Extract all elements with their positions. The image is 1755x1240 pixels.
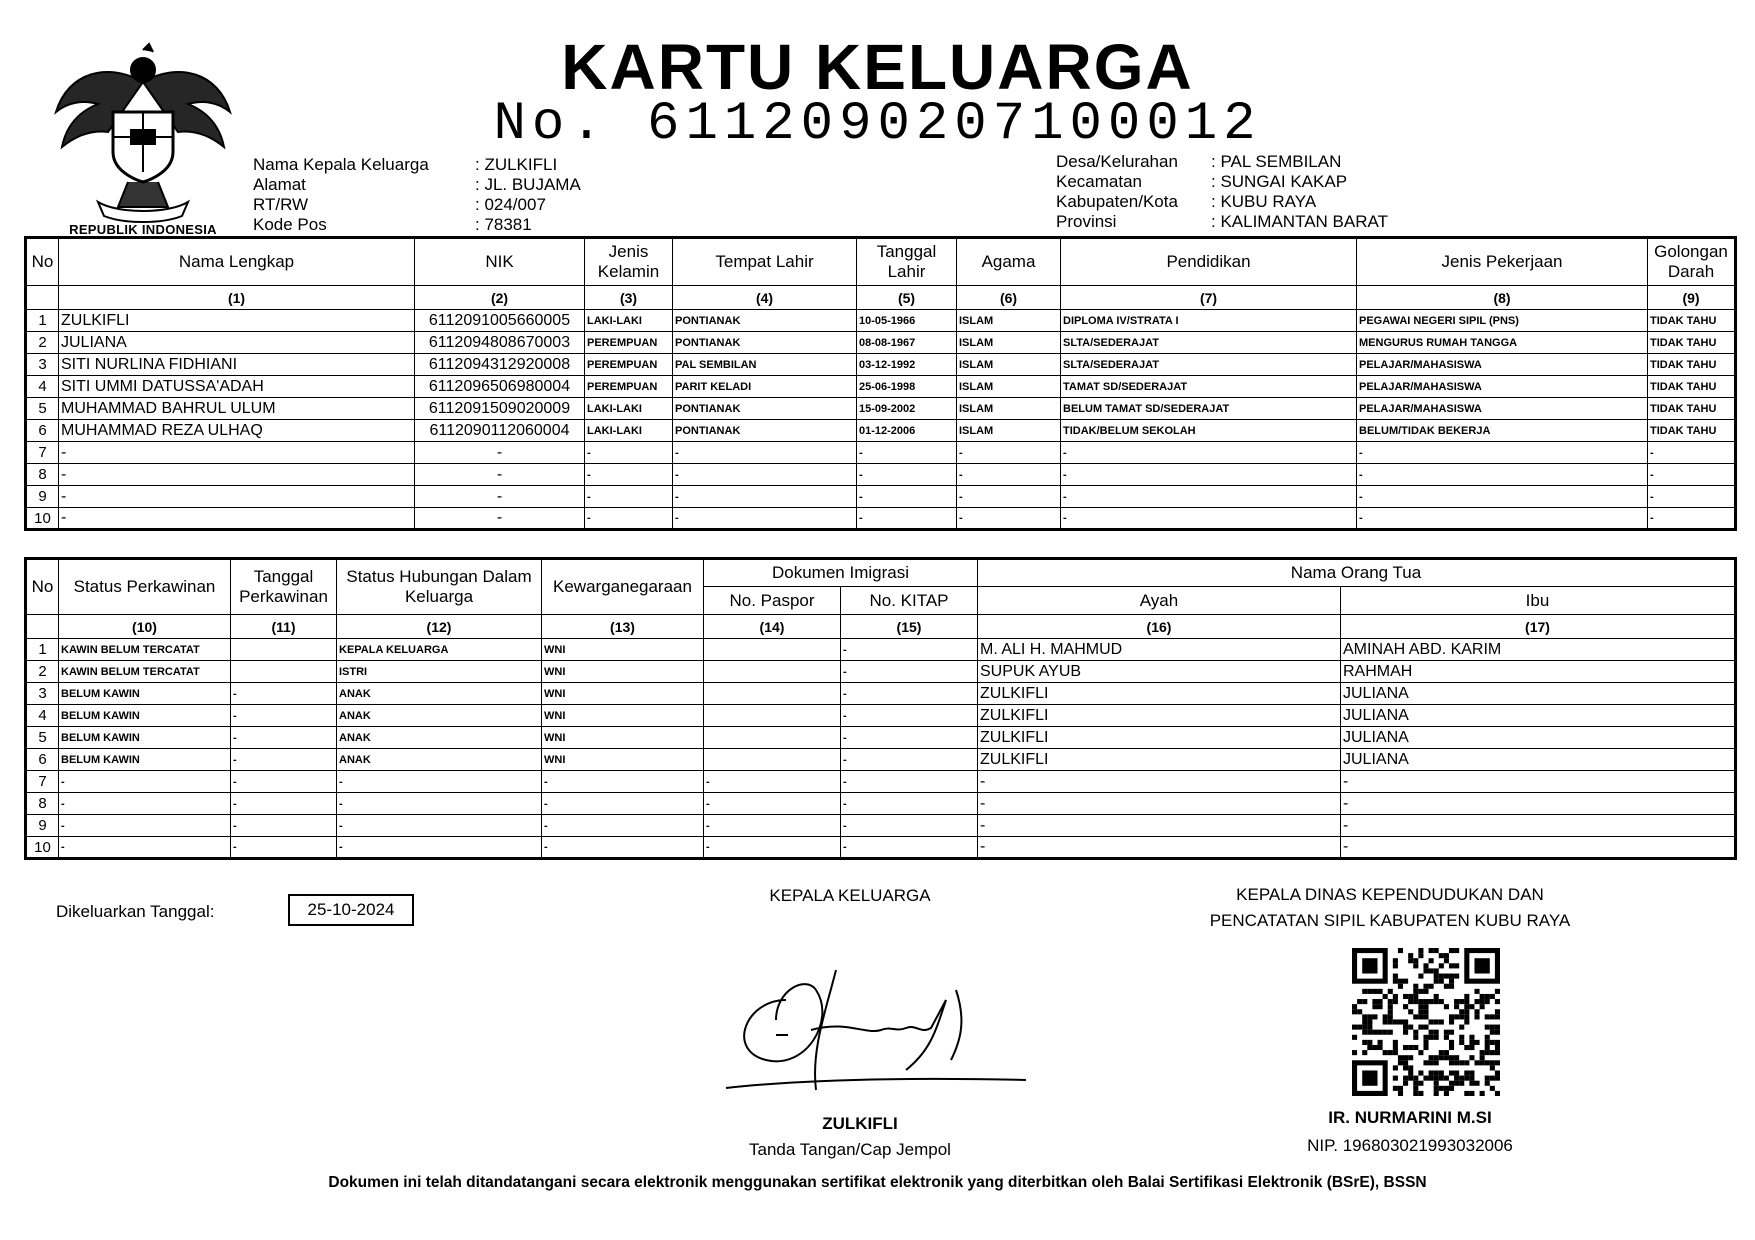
kewarganegaraan: - bbox=[542, 837, 704, 859]
kewarganegaraan: WNI bbox=[542, 683, 704, 705]
nama-lengkap: JULIANA bbox=[59, 332, 415, 354]
kewarganegaraan: WNI bbox=[542, 749, 704, 771]
nik: - bbox=[415, 486, 585, 508]
table-row bbox=[26, 398, 1736, 420]
header-dokumen-imigrasi: Dokumen Imigrasi bbox=[704, 559, 978, 587]
col-number: (7) bbox=[1061, 286, 1357, 310]
row-no: 5 bbox=[26, 727, 59, 749]
pendidikan: SLTA/SEDERAJAT bbox=[1061, 354, 1357, 376]
jenis-pekerjaan: - bbox=[1357, 464, 1648, 486]
row-no: 4 bbox=[26, 705, 59, 727]
pendidikan: - bbox=[1061, 486, 1357, 508]
nik: 6112094808670003 bbox=[415, 332, 585, 354]
alamat-value: : JL. BUJAMA bbox=[475, 175, 581, 194]
provinsi-label: Provinsi bbox=[1056, 212, 1117, 231]
col-number: (6) bbox=[957, 286, 1061, 310]
nama-ibu: JULIANA bbox=[1341, 705, 1736, 727]
agama: ISLAM bbox=[957, 354, 1061, 376]
tempat-lahir: - bbox=[673, 508, 857, 530]
status-hubungan: - bbox=[337, 837, 542, 859]
desa-label: Desa/Kelurahan bbox=[1056, 152, 1178, 171]
nik: 6112091005660005 bbox=[415, 310, 585, 332]
tanggal-lahir: 08-08-1967 bbox=[857, 332, 957, 354]
col-number: (3) bbox=[585, 286, 673, 310]
header-ibu: Ibu bbox=[1341, 587, 1736, 615]
nama-lengkap: MUHAMMAD REZA ULHAQ bbox=[59, 420, 415, 442]
table-row bbox=[26, 749, 1736, 771]
header-orang-tua: Nama Orang Tua bbox=[978, 559, 1736, 587]
row-no: 10 bbox=[26, 837, 59, 859]
status-hubungan: KEPALA KELUARGA bbox=[337, 639, 542, 661]
table-row bbox=[26, 771, 1736, 793]
golongan-darah: TIDAK TAHU bbox=[1648, 332, 1736, 354]
dinas-label-line2: PENCATATAN SIPIL KABUPATEN KUBU RAYA bbox=[1209, 911, 1571, 930]
agama: ISLAM bbox=[957, 310, 1061, 332]
table-row bbox=[26, 442, 1736, 464]
jenis-pekerjaan: PELAJAR/MAHASISWA bbox=[1357, 354, 1648, 376]
agama: - bbox=[957, 464, 1061, 486]
header-kitap: No. KITAP bbox=[841, 587, 978, 615]
nama-lengkap: SITI NURLINA FIDHIANI bbox=[59, 354, 415, 376]
table-row bbox=[26, 705, 1736, 727]
no-kitap: - bbox=[841, 749, 978, 771]
jenis-kelamin: LAKI-LAKI bbox=[585, 420, 673, 442]
pendidikan: - bbox=[1061, 508, 1357, 530]
tanggal-perkawinan: - bbox=[231, 815, 337, 837]
no-paspor bbox=[704, 683, 841, 705]
electronic-signature-note: Dokumen ini telah ditandatangani secara elektronik menggunakan sertifikat elektronik yang diterbitkan oleh Balai Sertifikasi Elektronik (BSrE), BSSN bbox=[328, 1174, 1427, 1191]
row-no: 2 bbox=[26, 661, 59, 683]
status-perkawinan: - bbox=[59, 815, 231, 837]
jenis-kelamin: LAKI-LAKI bbox=[585, 398, 673, 420]
col-number: (10) bbox=[59, 615, 231, 639]
nama-ayah: - bbox=[978, 793, 1341, 815]
nik: - bbox=[415, 464, 585, 486]
row-no: 5 bbox=[26, 398, 59, 420]
col-number: (16) bbox=[978, 615, 1341, 639]
col-number: (2) bbox=[415, 286, 585, 310]
kabupaten-value: : KUBU RAYA bbox=[1211, 192, 1317, 211]
table-row bbox=[26, 486, 1736, 508]
row-no: 6 bbox=[26, 420, 59, 442]
status-hubungan: ANAK bbox=[337, 749, 542, 771]
pendidikan: - bbox=[1061, 442, 1357, 464]
jenis-kelamin: - bbox=[585, 464, 673, 486]
kewarganegaraan: WNI bbox=[542, 661, 704, 683]
emblem-caption: REPUBLIK INDONESIA bbox=[69, 222, 217, 237]
header-hubungan: Status Hubungan Dalam Keluarga bbox=[337, 559, 542, 615]
no-paspor bbox=[704, 705, 841, 727]
table-row bbox=[26, 508, 1736, 530]
golongan-darah: - bbox=[1648, 486, 1736, 508]
table-row bbox=[26, 837, 1736, 859]
table-row bbox=[26, 661, 1736, 683]
no-paspor bbox=[704, 727, 841, 749]
header-number-blank bbox=[26, 615, 59, 639]
table-row bbox=[26, 332, 1736, 354]
tanggal-perkawinan: - bbox=[231, 727, 337, 749]
nama-lengkap: ZULKIFLI bbox=[59, 310, 415, 332]
row-no: 8 bbox=[26, 793, 59, 815]
col-number: (9) bbox=[1648, 286, 1736, 310]
kepala-keluarga-label: KEPALA KELUARGA bbox=[769, 886, 931, 905]
no-paspor: - bbox=[704, 771, 841, 793]
pendidikan: TIDAK/BELUM SEKOLAH bbox=[1061, 420, 1357, 442]
no-kitap: - bbox=[841, 815, 978, 837]
kecamatan-label: Kecamatan bbox=[1056, 172, 1142, 191]
table-row bbox=[26, 793, 1736, 815]
kodepos-value: : 78381 bbox=[475, 215, 532, 234]
jenis-kelamin: PEREMPUAN bbox=[585, 354, 673, 376]
jenis-kelamin: - bbox=[585, 442, 673, 464]
jenis-kelamin: - bbox=[585, 486, 673, 508]
table-row bbox=[26, 727, 1736, 749]
nama-lengkap: - bbox=[59, 464, 415, 486]
agama: ISLAM bbox=[957, 398, 1061, 420]
members-table bbox=[24, 236, 1737, 531]
row-no: 1 bbox=[26, 639, 59, 661]
tanggal-perkawinan: - bbox=[231, 771, 337, 793]
jenis-pekerjaan: PELAJAR/MAHASISWA bbox=[1357, 376, 1648, 398]
golongan-darah: - bbox=[1648, 508, 1736, 530]
status-perkawinan: BELUM KAWIN bbox=[59, 727, 231, 749]
tanggal-lahir: 25-06-1998 bbox=[857, 376, 957, 398]
jenis-kelamin: PEREMPUAN bbox=[585, 376, 673, 398]
agama: - bbox=[957, 508, 1061, 530]
table-row bbox=[26, 815, 1736, 837]
nama-ayah: SUPUK AYUB bbox=[978, 661, 1341, 683]
header-ayah: Ayah bbox=[978, 587, 1341, 615]
tanggal-lahir: 10-05-1966 bbox=[857, 310, 957, 332]
rtrw-value: : 024/007 bbox=[475, 195, 546, 214]
no-kitap: - bbox=[841, 639, 978, 661]
row-no: 8 bbox=[26, 464, 59, 486]
tempat-lahir: PONTIANAK bbox=[673, 398, 857, 420]
col-number: (17) bbox=[1341, 615, 1736, 639]
tempat-lahir: - bbox=[673, 486, 857, 508]
golongan-darah: TIDAK TAHU bbox=[1648, 310, 1736, 332]
jenis-pekerjaan: - bbox=[1357, 508, 1648, 530]
nama-lengkap: SITI UMMI DATUSSA'ADAH bbox=[59, 376, 415, 398]
status-perkawinan: KAWIN BELUM TERCATAT bbox=[59, 661, 231, 683]
header-tempat-lahir: Tempat Lahir bbox=[673, 238, 857, 286]
tanggal-lahir: 03-12-1992 bbox=[857, 354, 957, 376]
nama-ayah: ZULKIFLI bbox=[978, 749, 1341, 771]
nama-ibu: JULIANA bbox=[1341, 749, 1736, 771]
header-pendidikan: Pendidikan bbox=[1061, 238, 1357, 286]
nama-ibu: - bbox=[1341, 815, 1736, 837]
no-paspor: - bbox=[704, 837, 841, 859]
nama-ibu: - bbox=[1341, 793, 1736, 815]
pendidikan: - bbox=[1061, 464, 1357, 486]
tanggal-perkawinan: - bbox=[231, 683, 337, 705]
tanggal-lahir: - bbox=[857, 486, 957, 508]
kepala-keluarga-name: ZULKIFLI bbox=[822, 1114, 898, 1133]
status-perkawinan: BELUM KAWIN bbox=[59, 749, 231, 771]
tanggal-lahir: - bbox=[857, 508, 957, 530]
col-number: (4) bbox=[673, 286, 857, 310]
pendidikan: DIPLOMA IV/STRATA I bbox=[1061, 310, 1357, 332]
signature-caption: Tanda Tangan/Cap Jempol bbox=[749, 1140, 951, 1159]
nama-lengkap: - bbox=[59, 508, 415, 530]
col-number: (15) bbox=[841, 615, 978, 639]
golongan-darah: - bbox=[1648, 442, 1736, 464]
tempat-lahir: PAL SEMBILAN bbox=[673, 354, 857, 376]
kepala-dinas-name: IR. NURMARINI M.SI bbox=[1328, 1108, 1492, 1127]
status-perkawinan: BELUM KAWIN bbox=[59, 705, 231, 727]
nama-ibu: RAHMAH bbox=[1341, 661, 1736, 683]
tanggal-perkawinan bbox=[231, 661, 337, 683]
nama-ayah: - bbox=[978, 815, 1341, 837]
jenis-pekerjaan: - bbox=[1357, 486, 1648, 508]
issued-date: 25-10-2024 bbox=[288, 894, 414, 926]
col-number: (8) bbox=[1357, 286, 1648, 310]
nama-ibu: - bbox=[1341, 837, 1736, 859]
nik: - bbox=[415, 508, 585, 530]
tempat-lahir: - bbox=[673, 442, 857, 464]
no-paspor: - bbox=[704, 793, 841, 815]
nik: 6112090112060004 bbox=[415, 420, 585, 442]
head-info-left bbox=[253, 155, 581, 235]
tanggal-perkawinan bbox=[231, 639, 337, 661]
row-no: 9 bbox=[26, 486, 59, 508]
nama-lengkap: MUHAMMAD BAHRUL ULUM bbox=[59, 398, 415, 420]
status-hubungan: ANAK bbox=[337, 683, 542, 705]
tanggal-perkawinan: - bbox=[231, 837, 337, 859]
kewarganegaraan: - bbox=[542, 815, 704, 837]
table-row bbox=[26, 639, 1736, 661]
alamat-label: Alamat bbox=[253, 175, 306, 194]
status-hubungan: - bbox=[337, 771, 542, 793]
row-no: 7 bbox=[26, 771, 59, 793]
status-perkawinan: - bbox=[59, 771, 231, 793]
table-row bbox=[26, 464, 1736, 486]
nama-ayah: - bbox=[978, 771, 1341, 793]
tempat-lahir: PONTIANAK bbox=[673, 420, 857, 442]
kewarganegaraan: - bbox=[542, 771, 704, 793]
row-no: 1 bbox=[26, 310, 59, 332]
col-number: (12) bbox=[337, 615, 542, 639]
nama-ayah: ZULKIFLI bbox=[978, 727, 1341, 749]
nama-ibu: JULIANA bbox=[1341, 683, 1736, 705]
no-paspor bbox=[704, 749, 841, 771]
handwritten-signature-icon bbox=[716, 960, 1036, 1100]
golongan-darah: TIDAK TAHU bbox=[1648, 398, 1736, 420]
kodepos-label: Kode Pos bbox=[253, 215, 327, 234]
agama: ISLAM bbox=[957, 332, 1061, 354]
jenis-pekerjaan: PEGAWAI NEGERI SIPIL (PNS) bbox=[1357, 310, 1648, 332]
document-title: KARTU KELUARGA bbox=[561, 31, 1194, 103]
no-kitap: - bbox=[841, 683, 978, 705]
tanggal-lahir: - bbox=[857, 464, 957, 486]
tanggal-lahir: 15-09-2002 bbox=[857, 398, 957, 420]
nik: 6112096506980004 bbox=[415, 376, 585, 398]
kabupaten-label: Kabupaten/Kota bbox=[1056, 192, 1178, 211]
tanggal-lahir: - bbox=[857, 442, 957, 464]
kecamatan-value: : SUNGAI KAKAP bbox=[1211, 172, 1348, 191]
table-row bbox=[26, 310, 1736, 332]
nik: 6112091509020009 bbox=[415, 398, 585, 420]
provinsi-value: : KALIMANTAN BARAT bbox=[1211, 212, 1388, 231]
rtrw-label: RT/RW bbox=[253, 195, 309, 214]
status-perkawinan: BELUM KAWIN bbox=[59, 683, 231, 705]
kewarganegaraan: WNI bbox=[542, 727, 704, 749]
header-paspor: No. Paspor bbox=[704, 587, 841, 615]
nama-ibu: JULIANA bbox=[1341, 727, 1736, 749]
nama-ibu: - bbox=[1341, 771, 1736, 793]
status-table bbox=[24, 557, 1737, 860]
kepala-dinas-nip: NIP. 196803021993032006 bbox=[1307, 1136, 1513, 1155]
jenis-pekerjaan: - bbox=[1357, 442, 1648, 464]
status-perkawinan: - bbox=[59, 793, 231, 815]
agama: ISLAM bbox=[957, 420, 1061, 442]
no-paspor bbox=[704, 661, 841, 683]
row-no: 3 bbox=[26, 683, 59, 705]
golongan-darah: TIDAK TAHU bbox=[1648, 420, 1736, 442]
header-no: No bbox=[26, 559, 59, 615]
tanggal-perkawinan: - bbox=[231, 705, 337, 727]
golongan-darah: TIDAK TAHU bbox=[1648, 354, 1736, 376]
agama: ISLAM bbox=[957, 376, 1061, 398]
issued-label: Dikeluarkan Tanggal: bbox=[56, 902, 215, 921]
no-kitap: - bbox=[841, 771, 978, 793]
nama-ayah: - bbox=[978, 837, 1341, 859]
col-number: (14) bbox=[704, 615, 841, 639]
nama-ibu: AMINAH ABD. KARIM bbox=[1341, 639, 1736, 661]
document-number: No. 6112090207100012 bbox=[493, 94, 1262, 155]
table-row bbox=[26, 376, 1736, 398]
no-kitap: - bbox=[841, 837, 978, 859]
tanggal-lahir: 01-12-2006 bbox=[857, 420, 957, 442]
row-no: 7 bbox=[26, 442, 59, 464]
jenis-kelamin: LAKI-LAKI bbox=[585, 310, 673, 332]
tanggal-perkawinan: - bbox=[231, 793, 337, 815]
jenis-kelamin: - bbox=[585, 508, 673, 530]
header-status-kawin: Status Perkawinan bbox=[59, 559, 231, 615]
kepala-value: : ZULKIFLI bbox=[475, 155, 558, 174]
dinas-label-line1: KEPALA DINAS KEPENDUDUKAN DAN bbox=[1236, 885, 1544, 904]
row-no: 6 bbox=[26, 749, 59, 771]
tempat-lahir: PARIT KELADI bbox=[673, 376, 857, 398]
header-number-blank bbox=[26, 286, 59, 310]
jenis-kelamin: PEREMPUAN bbox=[585, 332, 673, 354]
header-pekerjaan: Jenis Pekerjaan bbox=[1357, 238, 1648, 286]
table-row bbox=[26, 683, 1736, 705]
tempat-lahir: PONTIANAK bbox=[673, 332, 857, 354]
jenis-pekerjaan: PELAJAR/MAHASISWA bbox=[1357, 398, 1648, 420]
no-paspor: - bbox=[704, 815, 841, 837]
table-row bbox=[26, 354, 1736, 376]
no-kitap: - bbox=[841, 661, 978, 683]
nama-ayah: M. ALI H. MAHMUD bbox=[978, 639, 1341, 661]
status-hubungan: ISTRI bbox=[337, 661, 542, 683]
nama-lengkap: - bbox=[59, 442, 415, 464]
row-no: 2 bbox=[26, 332, 59, 354]
status-perkawinan: - bbox=[59, 837, 231, 859]
jenis-pekerjaan: MENGURUS RUMAH TANGGA bbox=[1357, 332, 1648, 354]
nama-lengkap: - bbox=[59, 486, 415, 508]
tempat-lahir: PONTIANAK bbox=[673, 310, 857, 332]
header-nama: Nama Lengkap bbox=[59, 238, 415, 286]
pendidikan: BELUM TAMAT SD/SEDERAJAT bbox=[1061, 398, 1357, 420]
header-no: No bbox=[26, 238, 59, 286]
nama-ayah: ZULKIFLI bbox=[978, 683, 1341, 705]
nama-ayah: ZULKIFLI bbox=[978, 705, 1341, 727]
row-no: 3 bbox=[26, 354, 59, 376]
col-number: (11) bbox=[231, 615, 337, 639]
dinas-label bbox=[1160, 882, 1620, 934]
status-hubungan: ANAK bbox=[337, 727, 542, 749]
header-nik: NIK bbox=[415, 238, 585, 286]
header-agama: Agama bbox=[957, 238, 1061, 286]
golongan-darah: TIDAK TAHU bbox=[1648, 376, 1736, 398]
pendidikan: SLTA/SEDERAJAT bbox=[1061, 332, 1357, 354]
header-jenis-kelamin: Jenis Kelamin bbox=[585, 238, 673, 286]
golongan-darah: - bbox=[1648, 464, 1736, 486]
col-number: (1) bbox=[59, 286, 415, 310]
header-kewarganegaraan: Kewarganegaraan bbox=[542, 559, 704, 615]
col-number: (13) bbox=[542, 615, 704, 639]
kepala-label: Nama Kepala Keluarga bbox=[253, 155, 429, 174]
kewarganegaraan: WNI bbox=[542, 639, 704, 661]
kewarganegaraan: - bbox=[542, 793, 704, 815]
desa-value: : PAL SEMBILAN bbox=[1211, 152, 1342, 171]
nik: 6112094312920008 bbox=[415, 354, 585, 376]
agama: - bbox=[957, 442, 1061, 464]
row-no: 4 bbox=[26, 376, 59, 398]
header-golongan-darah: Golongan Darah bbox=[1648, 238, 1736, 286]
col-number: (5) bbox=[857, 286, 957, 310]
no-kitap: - bbox=[841, 727, 978, 749]
status-perkawinan: KAWIN BELUM TERCATAT bbox=[59, 639, 231, 661]
head-info-right bbox=[1056, 152, 1388, 232]
jenis-pekerjaan: BELUM/TIDAK BEKERJA bbox=[1357, 420, 1648, 442]
no-kitap: - bbox=[841, 705, 978, 727]
status-hubungan: ANAK bbox=[337, 705, 542, 727]
table-row bbox=[26, 420, 1736, 442]
row-no: 9 bbox=[26, 815, 59, 837]
status-hubungan: - bbox=[337, 815, 542, 837]
header-tanggal-kawin: Tanggal Perkawinan bbox=[231, 559, 337, 615]
row-no: 10 bbox=[26, 508, 59, 530]
header-tanggal-lahir: Tanggal Lahir bbox=[857, 238, 957, 286]
nik: - bbox=[415, 442, 585, 464]
tempat-lahir: - bbox=[673, 464, 857, 486]
no-paspor bbox=[704, 639, 841, 661]
status-hubungan: - bbox=[337, 793, 542, 815]
pendidikan: TAMAT SD/SEDERAJAT bbox=[1061, 376, 1357, 398]
tanggal-perkawinan: - bbox=[231, 749, 337, 771]
agama: - bbox=[957, 486, 1061, 508]
kewarganegaraan: WNI bbox=[542, 705, 704, 727]
qr-code-icon bbox=[1352, 948, 1500, 1096]
no-kitap: - bbox=[841, 793, 978, 815]
